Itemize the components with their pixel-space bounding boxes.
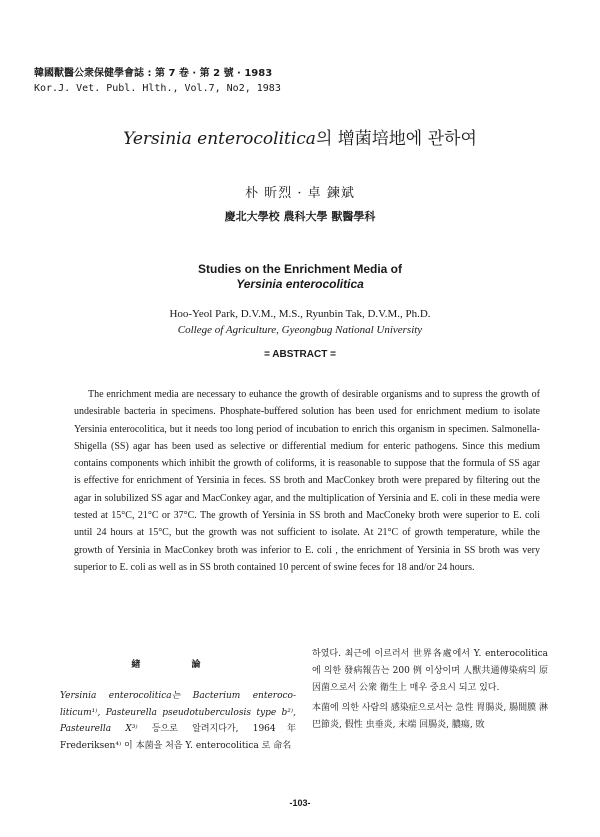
intro-heading: 緖 論 [131,660,225,670]
english-institution: College of Agriculture, Gyeongbug National University [177,324,423,336]
intro-lead: Yersinia enterocolitica는 Bacterium enteroco-liticum¹⁾, Pasteurella pseudotuberculosis type b²⁾, Pasteurella X³⁾ [60,690,296,735]
english-byline [0,306,600,338]
english-title [0,262,600,292]
korean-title-organism: Yersinia enterocolitica [123,129,316,149]
journal-citation: Kor.J. Vet. Publ. Hlth., Vol.7, No2, 1983 [34,83,281,94]
intro-rest: 등으로 알려지다가, 1964年 Frederiksen⁴⁾ 이 本菌을 처음 Y. enterocolitica 로 命名 [60,724,296,752]
intro-left-column [60,657,296,755]
page-number: -103- [289,798,311,808]
right-paragraph-1: 하였다. 최근에 이르러서 世界各處에서 Y. enterocolitica 에 의한 發病報告는 200 例 이상이며 人獸共通傳染病의 原因菌으로서 公衆 衛生上 매우 중요시 되고 있다. [312,649,548,693]
english-authors: Hoo-Yeol Park, D.V.M., M.S., Ryunbin Tak, D.V.M., Ph.D. [169,308,431,320]
journal-header [34,66,281,96]
intro-paragraph [60,688,296,755]
korean-authors: 朴 昕烈 · 卓 鍊斌 [245,186,355,201]
intro-right-column [312,646,548,738]
english-title-line1: Studies on the Enrichment Media of [197,262,403,276]
abstract-body [74,386,540,576]
korean-title-rest: 의 增菌培地에 관하여 [315,129,477,149]
abstract-text: The enrichment media are necessary to euhance the growth of desirable organisms and to supress the growth of undesirable bacteria in specimens. Phosphate-buffered solution has been used for enrichment medium to isolate Yersinia enterocolitica, but it needs too long period of incubation to enrich this organism in specimen. Salmonella-Shigella (SS) agar has been used as selective or differential medium for enteric pathogens. Since this medium contains components which inhibit the growth of coliforms, it is reasonable to suppose that the formula of SS agar is effective for enrichment of Yersinia in feces. SS broth and MacConkey broth were prepared by filtering out the agar in solubilized SS agar and MacConkey agar, and the multiplication of Yersinia and E. coli in these media were tested at 15°C, 21°C or 37°C. The growth of Yersinia in SS broth and MacConeky broth were superior to E. coli until 24 hours at 15°C, but the growth was not sufficient to isolate. At 21°C of growth temperature, while the growth of Yersinia in MacConkey broth was inferior to E. coli , the enrichment of Yersinia in SS broth was very superior to E. coli as well as in SS broth contained 10 percent of swine feces for 18 and/or 24 hours. [74,389,540,573]
journal-title-korean: 韓國獸醫公衆保健學會誌 : 第 7 卷 · 第 2 號 · 1983 [34,68,273,79]
right-paragraph-2: 本菌에 의한 사람의 感染症으로서는 急性 胃腸炎, 腸間膜 淋巴節炎, 假性 虫垂炎, 末端 回腸炎, 膿瘍, 敗 [312,703,548,731]
abstract-heading: = ABSTRACT = [264,349,336,360]
korean-affiliation: 慶北大學校 農科大學 獸醫學科 [224,210,376,223]
english-title-line2: Yersinia enterocolitica [236,277,364,291]
korean-title [0,124,600,149]
